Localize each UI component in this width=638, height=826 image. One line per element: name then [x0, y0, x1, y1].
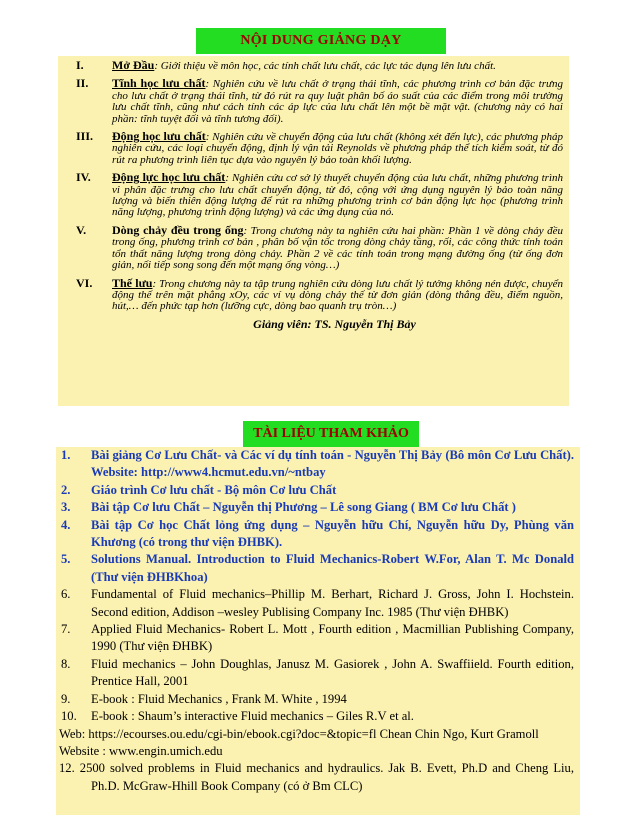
- reference-item: [59, 551, 574, 586]
- reference-item: [59, 656, 574, 691]
- section-number: III.: [76, 129, 94, 144]
- reference-text: Solutions Manual. Introduction to Fluid Mechanics-Robert W.For, Alan T. Mc Donald (Thư viện ĐHBKhoa): [91, 552, 574, 584]
- syllabus-box: [58, 56, 569, 406]
- section-desc: : Nghiên cứu cơ sở lý thuyết chuyển động của lưu chất, những phương trình vi phân đặc trưng cho lưu chất chuyển động, từ đó, cộng với ứng dụng nguyên lý bảo toàn năng lượng và biến thiên động lượng để rút ra những phương trình cơ bản động lực học (phương trình năng lượng, phương trình động lượng) và các ứng dụng của nó.: [112, 172, 564, 219]
- reference-item: [59, 482, 574, 499]
- reference-text: Applied Fluid Mechanics- Robert L. Mott , Fourth edition , Macmillian Publishing Company, 1990 (Thư viện ĐHBK): [91, 622, 574, 654]
- section-desc: : Giới thiệu về môn học, các tính chất lưu chất, các lực tác dụng lên lưu chất.: [154, 60, 496, 72]
- section-number: IV.: [76, 170, 91, 185]
- section-title: Thế lưu: [112, 275, 153, 290]
- reference-number: 10.: [61, 709, 77, 724]
- reference-list: [59, 447, 574, 795]
- reference-item: [59, 499, 574, 516]
- section-title: Tĩnh học lưu chất: [112, 76, 206, 91]
- reference-number: 2.: [61, 482, 71, 497]
- reference-text: Fundamental of Fluid mechanics–Phillip M. Berhart, Richard J. Gross, John I. Hochstein. Second edition, Addison –wesley Publising Company Inc. 1985 (Thư viện ĐHBK): [91, 587, 574, 619]
- reference-number: 8.: [61, 656, 71, 671]
- section-number: V.: [76, 222, 87, 237]
- reference-text: Bài tập Cơ học Chất lỏng ứng dụng – Nguyễn hữu Chí, Nguyễn hữu Dy, Phùng văn Khương (có trong thư viện ĐHBK).: [91, 517, 574, 550]
- web-reference: Web: https://ecourses.ou.edu/cgi-bin/ebook.cgi?doc=&topic=fl Chean Chin Ngo, Kurt Gramoll: [59, 726, 539, 741]
- reference-text: Bài tập Cơ lưu Chất – Nguyễn thị Phương – Lê song Giang ( BM Cơ lưu Chất ): [91, 500, 516, 515]
- section-6: [66, 275, 563, 313]
- reference-item: [59, 708, 574, 725]
- reference-number: 9.: [61, 691, 71, 706]
- section-number: VI.: [76, 275, 93, 290]
- section-title: Dòng chảy đều trong ống: [112, 222, 244, 237]
- section-5: [66, 222, 563, 272]
- section-desc: : Trong chương này ta tập trung nghiên cứu dòng lưu chất lý tưởng không nén được, chuyển động thế trên mặt phẳng xOy, các ví vụ dòng chảy thế từ đơn giản (dòng thẳng đều, điểm nguồn, hút,… đến phức tạp hơn (lưỡng cực, dòng bao quanh trụ tròn…): [112, 277, 563, 313]
- references-heading: TÀI LIỆU THAM KHẢO: [243, 421, 419, 447]
- section-title: Mở Đầu: [112, 58, 155, 72]
- reference-text: E-book : Fluid Mechanics , Frank M. White , 1994: [91, 691, 347, 706]
- reference-text: Fluid mechanics – John Doughlas, Janusz M. Gasiorek , John A. Swaffiield. Fourth edition, Prentice Hall, 2001: [91, 656, 574, 689]
- reference-text: Bài giảng Cơ Lưu Chất- và Các ví dụ tính toán - Nguyễn Thị Bảy (Bô môn Cơ Lưu Chất). Website: http://www4.hcmut.edu.vn/~ntbay: [91, 448, 574, 480]
- reference-number: 4.: [61, 517, 71, 532]
- reference-text: Giáo trình Cơ lưu chất - Bộ môn Cơ lưu Chất: [91, 482, 337, 497]
- section-2: [66, 78, 563, 125]
- lecturer-signature: Giảng viên: TS. Nguyễn Thị Bảy: [253, 316, 416, 331]
- section-desc: : Trong chương này ta nghiên cứu hai phần: Phần 1 về dòng chảy đều trong ống, phương trình cơ bản , phân bố vận tốc trong dòng chảy tầng, rối, các công thức tính toán tổn thất năng lượng trong dòng chảy. Phần 2 về các tính toán trong mạng đường ống (từ ống đơn giản, nối tiếp song song đến một mạng ống vòng…): [112, 224, 563, 272]
- content-heading: NỘI DUNG GIẢNG DẠY: [196, 28, 446, 54]
- reference-item: [59, 621, 574, 656]
- reference-item: [59, 447, 574, 482]
- reference-number: 1.: [61, 448, 71, 462]
- section-1: [66, 60, 563, 72]
- website-reference: Website : www.engin.umich.edu: [59, 743, 223, 758]
- section-number: I.: [76, 58, 84, 72]
- reference-item-12: 12. 2500 solved problems in Fluid mechanics and hydraulics. Jak B. Evett, Ph.D and Cheng Liu, Ph.D. McGraw-Hhill Book Company (có ở Bm CLC): [59, 761, 574, 793]
- reference-number: 6.: [61, 587, 71, 602]
- reference-text: E-book : Shaum’s interactive Fluid mechanics – Giles R.V et al.: [91, 709, 414, 724]
- section-number: II.: [76, 76, 89, 91]
- reference-number: 7.: [61, 622, 71, 637]
- section-4: [66, 172, 563, 219]
- reference-number: 5.: [61, 552, 71, 567]
- reference-item: [59, 691, 574, 708]
- section-desc: : Nghiên cứu về lưu chất ở trạng thái tĩnh, các phương trình cơ bản đặc trưng cho lưu chất ở trạng thái tĩnh, từ đó rút ra quy luật phân bố áo suất của các điểm trong môi trường lưu chất tĩnh, cũng như cách tính các áp lực của lưu chất lên một bề mặt vật. (chương này có hai phần: tĩnh tuyệt đối và tĩnh tương đối).: [112, 78, 564, 125]
- section-desc: : Nghiên cứu về chuyển động của lưu chất (không xét đến lực), các phương pháp nghiên cứu, các loại chuyển động, định lý vận tải Reynolds về phương pháp thể tích kiểm soát, từ đó rút ra phương trình liên tục dựa vào nguyên lý bảo toàn khối lượng.: [112, 131, 564, 166]
- reference-item: [59, 517, 574, 552]
- reference-item: [59, 586, 574, 621]
- section-title: Động lực học lưu chất: [112, 170, 226, 185]
- section-3: [66, 131, 563, 166]
- section-title: Động học lưu chất: [112, 129, 206, 144]
- reference-number: 3.: [61, 500, 71, 515]
